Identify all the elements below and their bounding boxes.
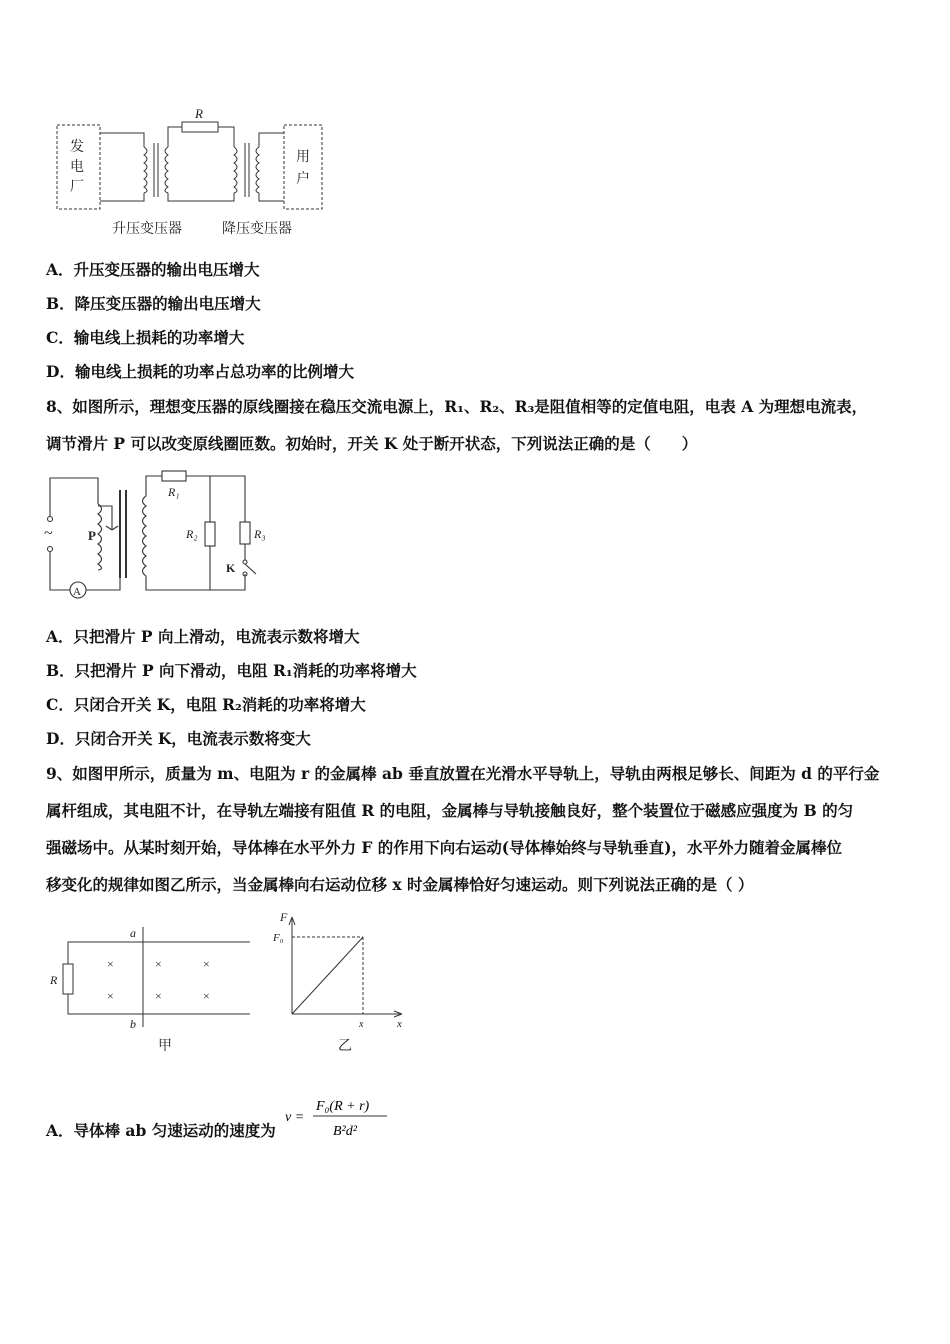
q8-option-a: A．只把滑片 P 向上滑动，电流表示数将增大: [46, 627, 360, 646]
resistor-r-label: R: [195, 106, 203, 121]
field-mark: ×: [203, 989, 210, 1003]
rail-label-b: b: [130, 1017, 136, 1031]
force-displacement-graph: [270, 907, 410, 1057]
velocity-formula: [283, 1093, 393, 1143]
formula-denominator: B²d²: [333, 1124, 357, 1139]
y-axis-label: F: [280, 910, 288, 924]
rail-label-a: a: [130, 926, 136, 940]
r3-label: R₃: [254, 527, 266, 541]
formula-numerator: F₀(R + r): [316, 1099, 370, 1114]
q9-stem-line1: 9、如图甲所示，质量为 m、电阻为 r 的金属棒 ab 垂直放置在光滑水平导轨上，导轨由两根足够长、间距为 d 的平行金: [46, 764, 880, 783]
field-mark: ×: [107, 957, 114, 971]
q8-option-b: B．只把滑片 P 向下滑动，电阻 R₁消耗的功率将增大: [46, 661, 417, 680]
formula-lhs: v =: [285, 1110, 305, 1125]
q9-stem-line4: 移变化的规律如图乙所示，当金属棒向右运动位移 x 时金属棒恰好匀速运动。则下列说法正确的是（ ）: [46, 875, 754, 894]
source-symbol: ~: [44, 525, 53, 542]
transmission-diagram: [52, 103, 332, 240]
field-mark: ×: [203, 957, 210, 971]
q7-option-c: C．输电线上损耗的功率增大: [46, 328, 245, 347]
user-label: 用户: [296, 150, 310, 187]
transformer-circuit-diagram: [40, 466, 280, 606]
step-up-caption: 升压变压器: [112, 222, 182, 237]
q9-stem-line3: 强磁场中。从某时刻开始，导体棒在水平外力 F 的作用下向右运动(导体棒始终与导轨垂直)，水平外力随着金属棒位: [46, 838, 842, 857]
r1-label: R₁: [168, 485, 180, 499]
rail-diagram: [46, 922, 256, 1057]
q8-option-d: D．只闭合开关 K，电流表示数将变大: [46, 729, 311, 748]
power-plant-label: 发电厂: [70, 140, 84, 195]
figure-a-caption: 甲: [158, 1039, 172, 1054]
r2-label: R₂: [186, 527, 198, 541]
q9-option-a: A．导体棒 ab 匀速运动的速度为: [46, 1121, 276, 1140]
q8-stem-line2: 调节滑片 P 可以改变原线圈匝数。初始时，开关 K 处于断开状态，下列说法正确的是（ ）: [46, 434, 698, 453]
f0-label: F₀: [273, 932, 284, 944]
x-axis-label: x: [397, 1018, 402, 1030]
q7-option-b: B．降压变压器的输出电压增大: [46, 294, 261, 313]
x-mark-label: x: [359, 1019, 364, 1030]
q9-stem-line2: 属杆组成，其电阻不计，在导轨左端接有阻值 R 的电阻，金属棒与导轨接触良好，整个装置位于磁感应强度为 B 的匀: [46, 801, 854, 820]
q8-stem-line1: 8、如图所示，理想变压器的原线圈接在稳压交流电源上，R₁、R₂、R₃是阻值相等的定值电阻，电表 A 为理想电流表，: [46, 397, 868, 416]
field-mark: ×: [155, 957, 162, 971]
slider-p-label: P: [88, 528, 96, 543]
rail-label-r: R: [50, 973, 58, 987]
field-mark: ×: [155, 989, 162, 1003]
q7-option-a: A．升压变压器的输出电压增大: [46, 260, 260, 279]
switch-k-label: K: [226, 561, 236, 575]
step-down-caption: 降压变压器: [222, 222, 292, 237]
q7-option-d: D．输电线上损耗的功率占总功率的比例增大: [46, 362, 354, 381]
ammeter-label: A: [73, 586, 81, 598]
q8-option-c: C．只闭合开关 K，电阻 R₂消耗的功率将增大: [46, 695, 366, 714]
field-mark: ×: [107, 989, 114, 1003]
figure-b-caption: 乙: [338, 1039, 352, 1054]
